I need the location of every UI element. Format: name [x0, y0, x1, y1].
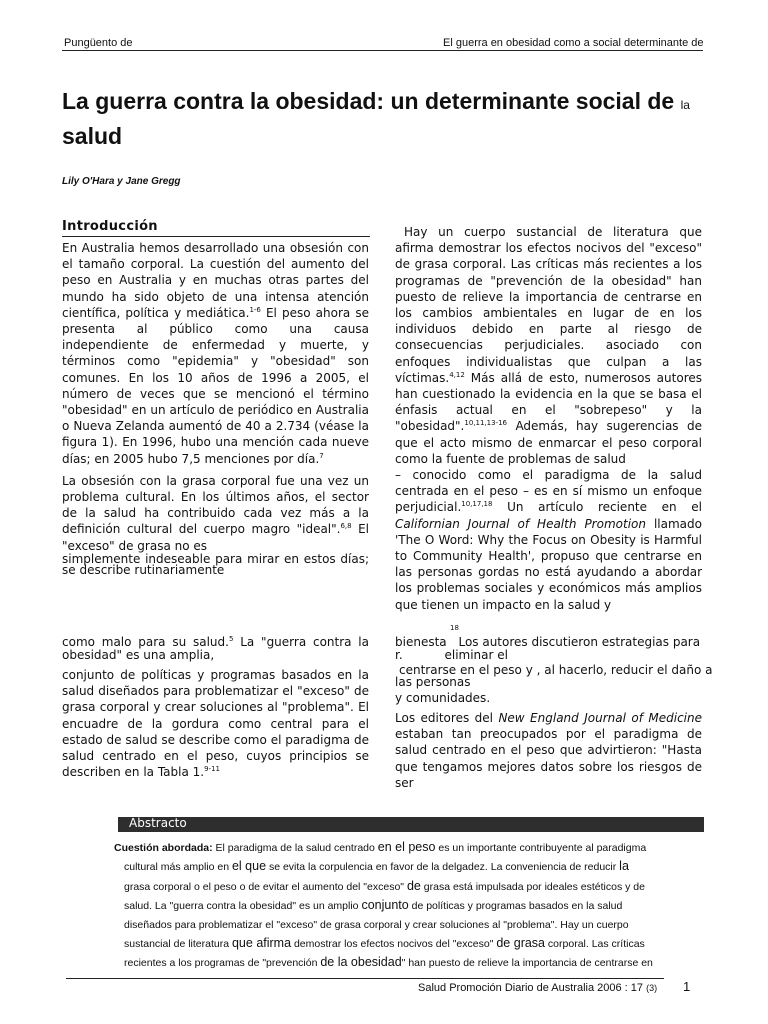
- title-small: la: [680, 98, 690, 112]
- abstract-body: [114, 838, 714, 973]
- abstract-line: salud. La "guerra contra la obesidad" es un amplio conjunto de políticas y programas basados en la salud: [124, 898, 623, 913]
- right-paragraph-3-b: r. eliminar el: [395, 648, 508, 662]
- citation: 4,12: [449, 370, 465, 379]
- citation: 5: [228, 635, 234, 643]
- citation: 10,11,13-16: [464, 419, 507, 428]
- right-paragraph-3-d: y comunidades.: [395, 691, 491, 705]
- abstract-line: grasa corporal o el peso o de evitar el aumento del "exceso" de grasa está impulsada por ideales estéticos y de: [124, 878, 645, 893]
- right-paragraph-4: Los editores del New England Journal of Medicine estaban tan preocupados por el paradigma de salud centrado en el peso que advirtieron: "Hasta que tengamos mejores datos sobre los riesgos de ser: [395, 711, 702, 790]
- title-main: La guerra contra la obesidad: un determinante social de: [62, 88, 675, 114]
- running-header-right: El guerra en obesidad como a social determinante de: [443, 37, 704, 49]
- page-number: 1: [683, 979, 691, 994]
- right-column-upper: [395, 224, 702, 613]
- abstract-line: cultural más amplio en el que se evita la corpulencia en favor de la delgadez. La conveniencia de reducir la: [124, 859, 629, 874]
- abstract-line: Cuestión abordada: El paradigma de la salud centrado en el peso es un importante contribuyente al paradigma: [114, 840, 647, 854]
- right-paragraph-3-c: centrarse en el peso y , al hacerlo, reducir el daño a las personas: [395, 663, 713, 689]
- section-heading-introduccion: Introducción: [62, 219, 158, 234]
- abstract-heading-bar: [118, 817, 704, 832]
- title-line2: salud: [62, 123, 123, 149]
- right-paragraph-2: – conocido como el paradigma de la salud centrada en el peso – es en sí mismo un enfoque perjudicial.$^{10,17,18}$ Un artículo reciente en el Californian Journal of Health Promotion llamado 'The O Word: Why the Focus on Obesity is Harmful to Community Health', propuso que centrarse en las personas gordas no está ayudando a abordar los problemas sociales y económicos más amplios que tienen un impacto en la salud y: [395, 468, 702, 612]
- abstract-label: Abstracto: [129, 816, 187, 830]
- citation: 7: [319, 451, 324, 460]
- left-column-lower: [62, 636, 369, 780]
- left-column-upper: [62, 240, 369, 576]
- citation: 6,8: [340, 522, 352, 531]
- intro-paragraph-4: conjunto de políticas y programas basados en la salud diseñados para problematizar el "exceso" de grasa corporal y crear soluciones al "problema". El encuadre de la gordura como central para el estado de salud se describe como el paradigma de salud centrado en el peso, cuyos principios se describen en la Tabla 1.$^{9-11}$: [62, 668, 369, 780]
- abstract-line: sustancial de literatura que afirma demostrar los efectos nocivos del "exceso" de grasa corporal. Las críticas: [124, 936, 645, 951]
- article-title: [62, 86, 712, 152]
- intro-paragraph-1: En Australia hemos desarrollado una obsesión con el tamaño corporal. La cuestión del aumento del peso en Australia y en muchas otras partes del mundo ha sido objeto de una intensa atención científica, política y mediática.$^{1-6}$ El peso ahora se presenta al público como una causa independiente de enfermedad y muerte, y términos como "epidemia" y "obesidad" son comunes. En los 10 años de 1996 a 2005, el número de veces que se mencionó el término "obesidad" en un artículo de periódico en Australia o Nueva Zelanda aumentó de 40 a 2.734 (véase la figura 1). En 1996, hubo una mención cada nueve días; en 2005 hubo 7,5 menciones por día.$^7$: [62, 241, 369, 466]
- header-rule: [62, 50, 703, 51]
- intro-paragraph-2: La obsesión con la grasa corporal fue una vez un problema cultural. En los últimos años, el sector de la salud ha contribuido cada vez más a la definición cultural del cuerpo magro "ideal".$^{6,8}$ El "exceso" de grasa no es: [62, 473, 369, 553]
- abstract-line: diseñados para problematizar el "exceso" de grasa corporal y crear soluciones al "problema". Hay un cuerpo: [124, 918, 629, 931]
- abstract-lead: Cuestión abordada:: [114, 842, 213, 854]
- footer-journal: Salud Promoción Diario de Australia 2006 : 17 (3): [418, 982, 658, 994]
- footer-rule: [66, 978, 664, 979]
- abstract-line: recientes a los programas de "prevención de la obesidad" han puesto de relieve la importancia de centrarse en: [124, 955, 653, 970]
- section-rule: [62, 236, 370, 237]
- running-header-left: Pungüento de: [64, 37, 133, 49]
- citation: 10,17,18: [461, 500, 493, 509]
- citation: 1-6: [249, 305, 261, 314]
- authors: Lily O'Hara y Jane Gregg: [62, 176, 181, 187]
- intro-paragraph-2-cont: simplemente indeseable para mirar en estos días; se describe rutinariamente: [62, 551, 369, 577]
- citation: 9-11: [204, 765, 220, 774]
- journal-name: Californian Journal of Health Promotion: [395, 516, 646, 531]
- right-paragraph-3-a: bienesta Los autores discutieron estrategias para: [395, 635, 701, 649]
- right-paragraph-1: Hay un cuerpo sustancial de literatura que afirma demostrar los efectos nocivos del "exceso" de grasa corporal. Las críticas más recientes a los programas de "prevención de la obesidad" han puesto de relieve la importancia de centrarse en los cambios ambientales en lugar de en los individuos debido en parte al riesgo de consecuencias perjudiciales. asociado con enfoques individualistas que culpan a las víctimas.$^{4,12}$ Más allá de esto, numerosos autores han cuestionado la evidencia en la que se basa el énfasis actual en el "sobrepeso" y la "obesidad".$^{10,11,13-16}$ Además, hay sugerencias de que el acto mismo de enmarcar el peso corporal como la fuente de problemas de salud: [395, 225, 702, 466]
- intro-paragraph-3: como malo para su salud.$^5$ La "guerra contra la obesidad" es una amplia,: [62, 635, 369, 662]
- journal-name: New England Journal of Medicine: [498, 711, 702, 725]
